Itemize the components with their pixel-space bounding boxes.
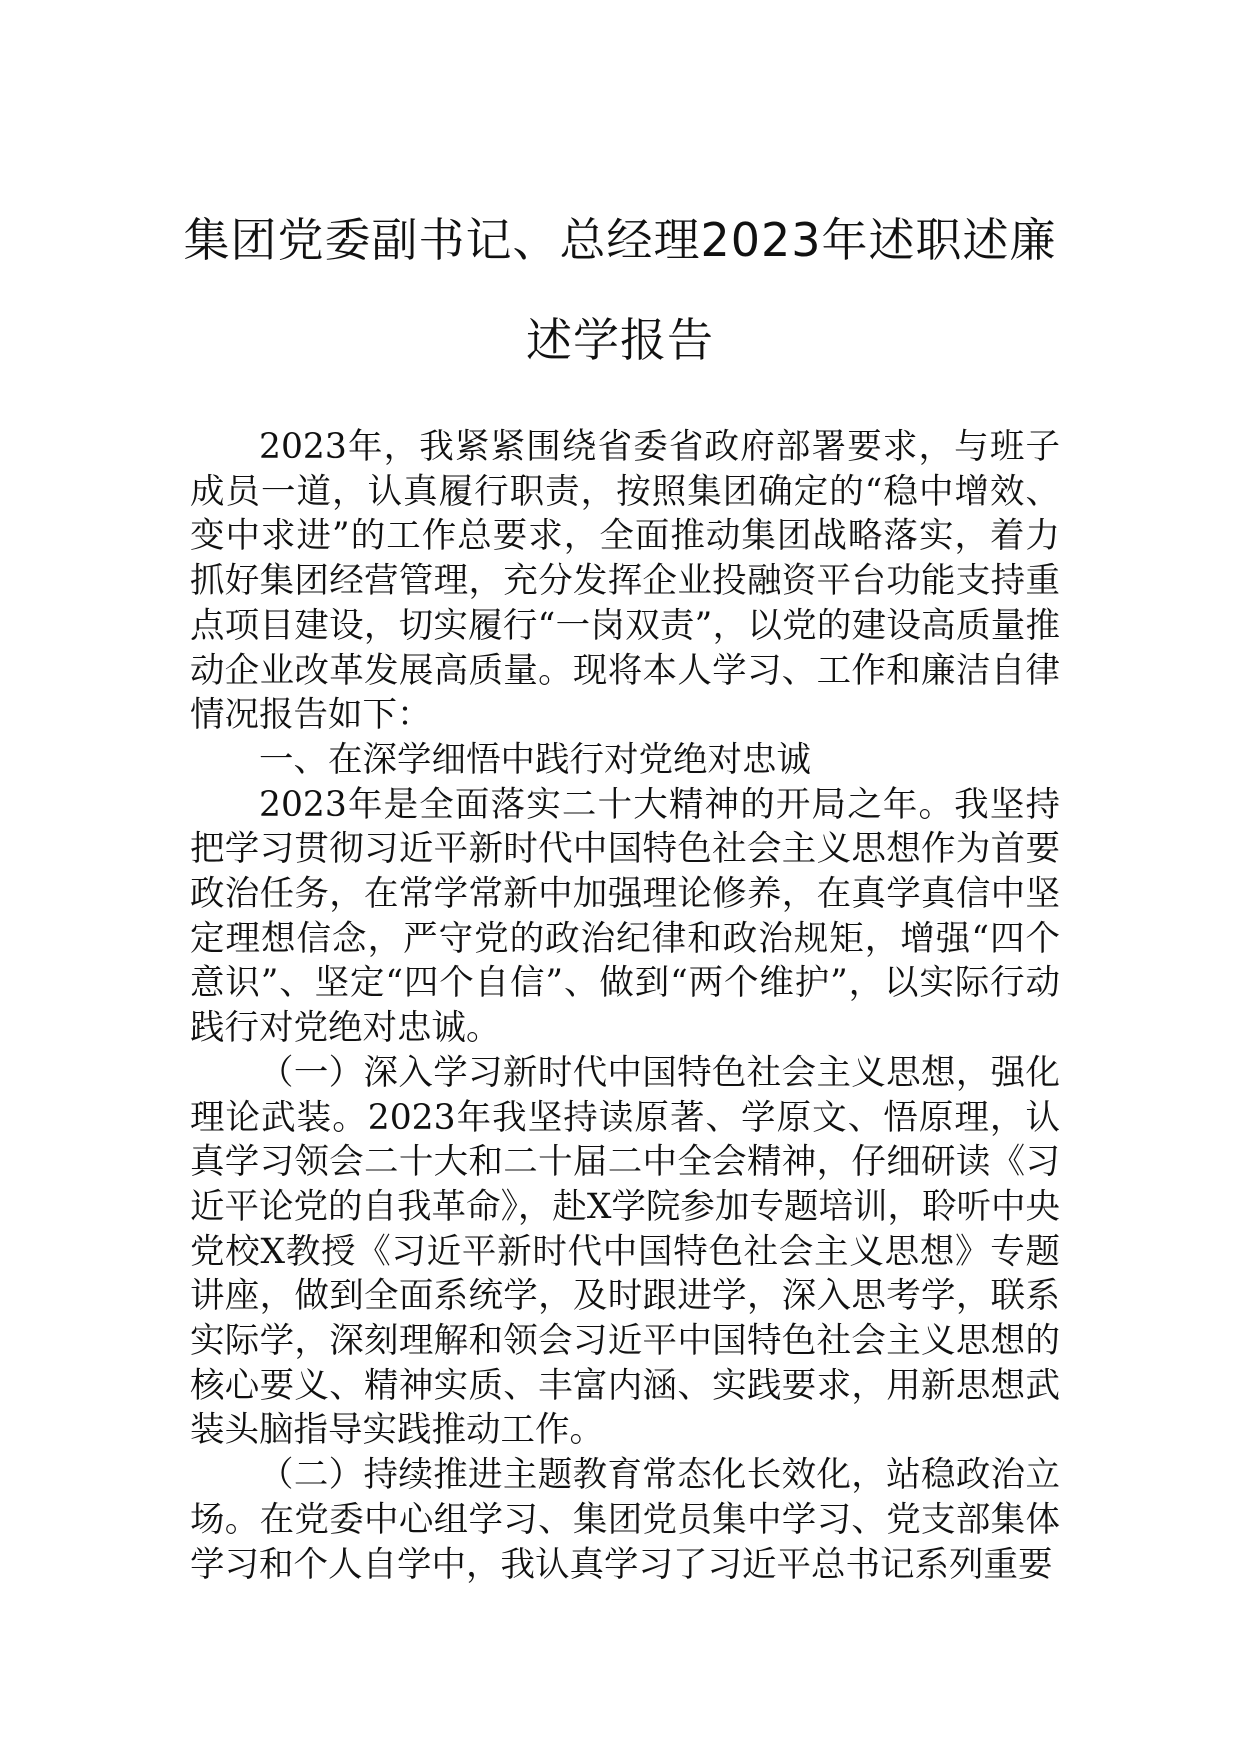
document-title-line-1: 集团党委副书记、总经理2023年述职述廉 [183, 213, 1057, 267]
paragraph-section-1: 2023年是全面落实二十大精神的开局之年。我坚持把学习贯彻习近平新时代中国特色社会主义思想作为首要政治任务，在常学常新中加强理论修养，在真学真信中坚定理想信念，严守党的政治纪律和政治规矩，增强“四个意识”、坚定“四个自信”、做到“两个维护”，以实际行动践行对党绝对忠诚。 [190, 784, 1060, 1049]
paragraph-subsection-1: （一）深入学习新时代中国特色社会主义思想，强化理论武装。2023年我坚持读原著、学原文、悟原理，认真学习领会二十大和二十届二中全会精神，仔细研读《习近平论党的自我革命》，赴X学院参加专题培训，聆听中央党校X教授《习近平新时代中国特色社会主义思想》专题讲座，做到全面系统学，及时跟进学，深入思考学，联系实际学，深刻理解和领会习近平中国特色社会主义思想的核心要义、精神实质、丰富内涵、实践要求，用新思想武装头脑指导实践推动工作。 [190, 1052, 1060, 1451]
section-heading-1: 一、在深学细悟中践行对党绝对忠诚 [259, 739, 811, 780]
paragraph-intro: 2023年，我紧紧围绕省委省政府部署要求，与班子成员一道，认真履行职责，按照集团确定的“稳中增效、变中求进”的工作总要求，全面推动集团战略落实，着力抓好集团经营管理，充分发挥企业投融资平台功能支持重点项目建设，切实履行“一岗双责”，以党的建设高质量推动企业改革发展高质量。现将本人学习、工作和廉洁自律情况报告如下： [190, 427, 1060, 736]
paragraph-subsection-2: （二）持续推进主题教育常态化长效化，站稳政治立场。在党委中心组学习、集团党员集中学习、党支部集体学习和个人自学中，我认真学习了习近平总书记系列重要 [190, 1455, 1060, 1585]
document-title-line-2: 述学报告 [526, 313, 714, 367]
document-body [190, 425, 1060, 1587]
